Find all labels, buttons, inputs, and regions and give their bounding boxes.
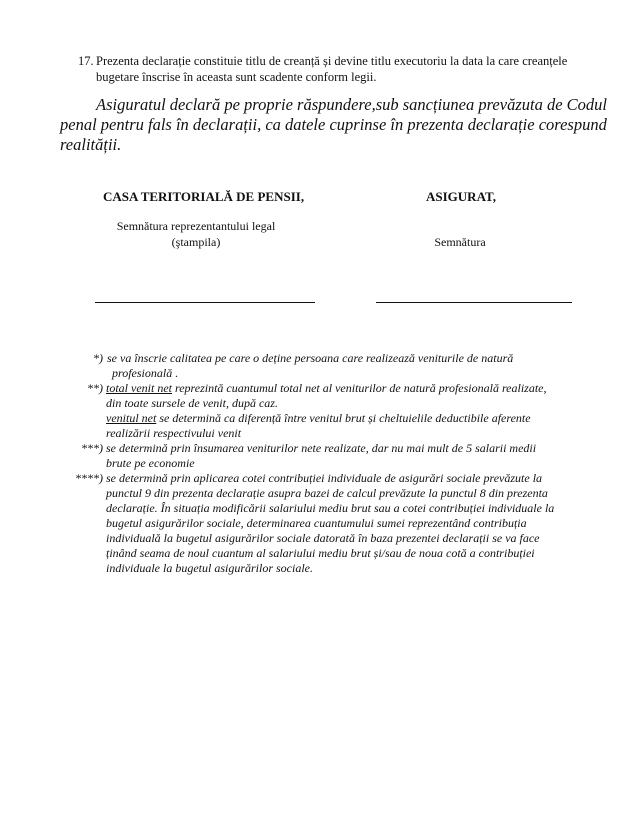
footnote-2-line-4: realizării respectivului venit bbox=[106, 426, 242, 440]
footnote-4-line-2: punctul 9 din prezenta declarație asupra bazei de calcul prevăzute la punctul 8 din prezenta bbox=[106, 486, 548, 500]
footnote-3-line-2: brute pe economie bbox=[106, 456, 195, 470]
footnote-4-line-1: se determină prin aplicarea cotei contribuției individuale de asigurări sociale prevăzute la bbox=[106, 471, 543, 485]
right-signature-line bbox=[376, 302, 572, 303]
footnote-2-line-1-rest: reprezintă cuantumul total net al veniturilor de natură profesională realizate, bbox=[171, 381, 547, 395]
footnote-2-line-3 bbox=[106, 411, 531, 426]
point-17-line-1: Prezenta declarație constituie titlu de creanță și devine titlu executoriu la data la care creanțele bbox=[96, 54, 568, 68]
footnote-2-line-1 bbox=[106, 381, 547, 396]
footnote-4-line-5: individuală la bugetul asigurărilor sociale datorată în baza prezentei declarații se va face bbox=[106, 531, 540, 545]
footnote-4-line-6: ținând seama de noul cuantum al salariului mediu brut și/sau de noua cotă a contribuției bbox=[106, 546, 535, 560]
point-17-line-2: bugetare înscrise în aceasta sunt scadente conform legii. bbox=[96, 70, 377, 84]
footnote-1-line-2: profesională . bbox=[112, 366, 179, 380]
footnote-4-line-4: bugetul asigurărilor sociale, determinarea cuantumului sumei reprezentând contribuția bbox=[106, 516, 527, 530]
footnote-3-line-1: se determină prin însumarea veniturilor nete realizate, dar nu mai mult de 5 salarii medii bbox=[106, 441, 537, 455]
left-signature-label: Semnătura reprezentantului legal bbox=[116, 219, 276, 233]
footnote-mark-2: **) bbox=[87, 381, 103, 395]
left-signature-line bbox=[95, 302, 315, 303]
term-venitul-net: venitul net bbox=[106, 411, 157, 425]
footnote-mark-4: ****) bbox=[75, 471, 103, 485]
left-signature-heading: CASA TERITORIALĂ DE PENSII, bbox=[103, 189, 305, 204]
term-total-venit-net: total venit net bbox=[106, 381, 172, 395]
right-signature-label: Semnătura bbox=[434, 235, 486, 249]
declaration-line-3: realității. bbox=[60, 135, 122, 154]
right-signature-heading: ASIGURAT, bbox=[426, 189, 496, 204]
point-number: 17. bbox=[78, 54, 94, 68]
footnote-mark-3: ***) bbox=[81, 441, 103, 455]
footnote-mark-1: *) bbox=[93, 351, 103, 365]
footnote-4-line-7: individuale la bugetul asigurărilor sociale. bbox=[106, 561, 313, 575]
footnote-2-line-3-rest: se determină ca diferență între venitul brut și cheltuielile deductibile aferente bbox=[156, 411, 531, 425]
declaration-line-1: Asiguratul declară pe proprie răspundere,sub sancțiunea prevăzuta de Codul bbox=[96, 95, 607, 114]
footnote-2-line-2: din toate sursele de venit, după caz. bbox=[106, 396, 278, 410]
declaration-line-2: penal pentru fals în declarații, ca datele cuprinse în prezenta declarație corespund bbox=[60, 115, 607, 134]
stamp-label: (ştampila) bbox=[171, 235, 221, 249]
footnote-1-line-1: se va înscrie calitatea pe care o deține persoana care realizează veniturile de natură bbox=[107, 351, 514, 365]
footnote-4-line-3: declarație. În situația modificării salariului mediu brut sau a cotei contribuției individuale la bbox=[106, 501, 555, 515]
